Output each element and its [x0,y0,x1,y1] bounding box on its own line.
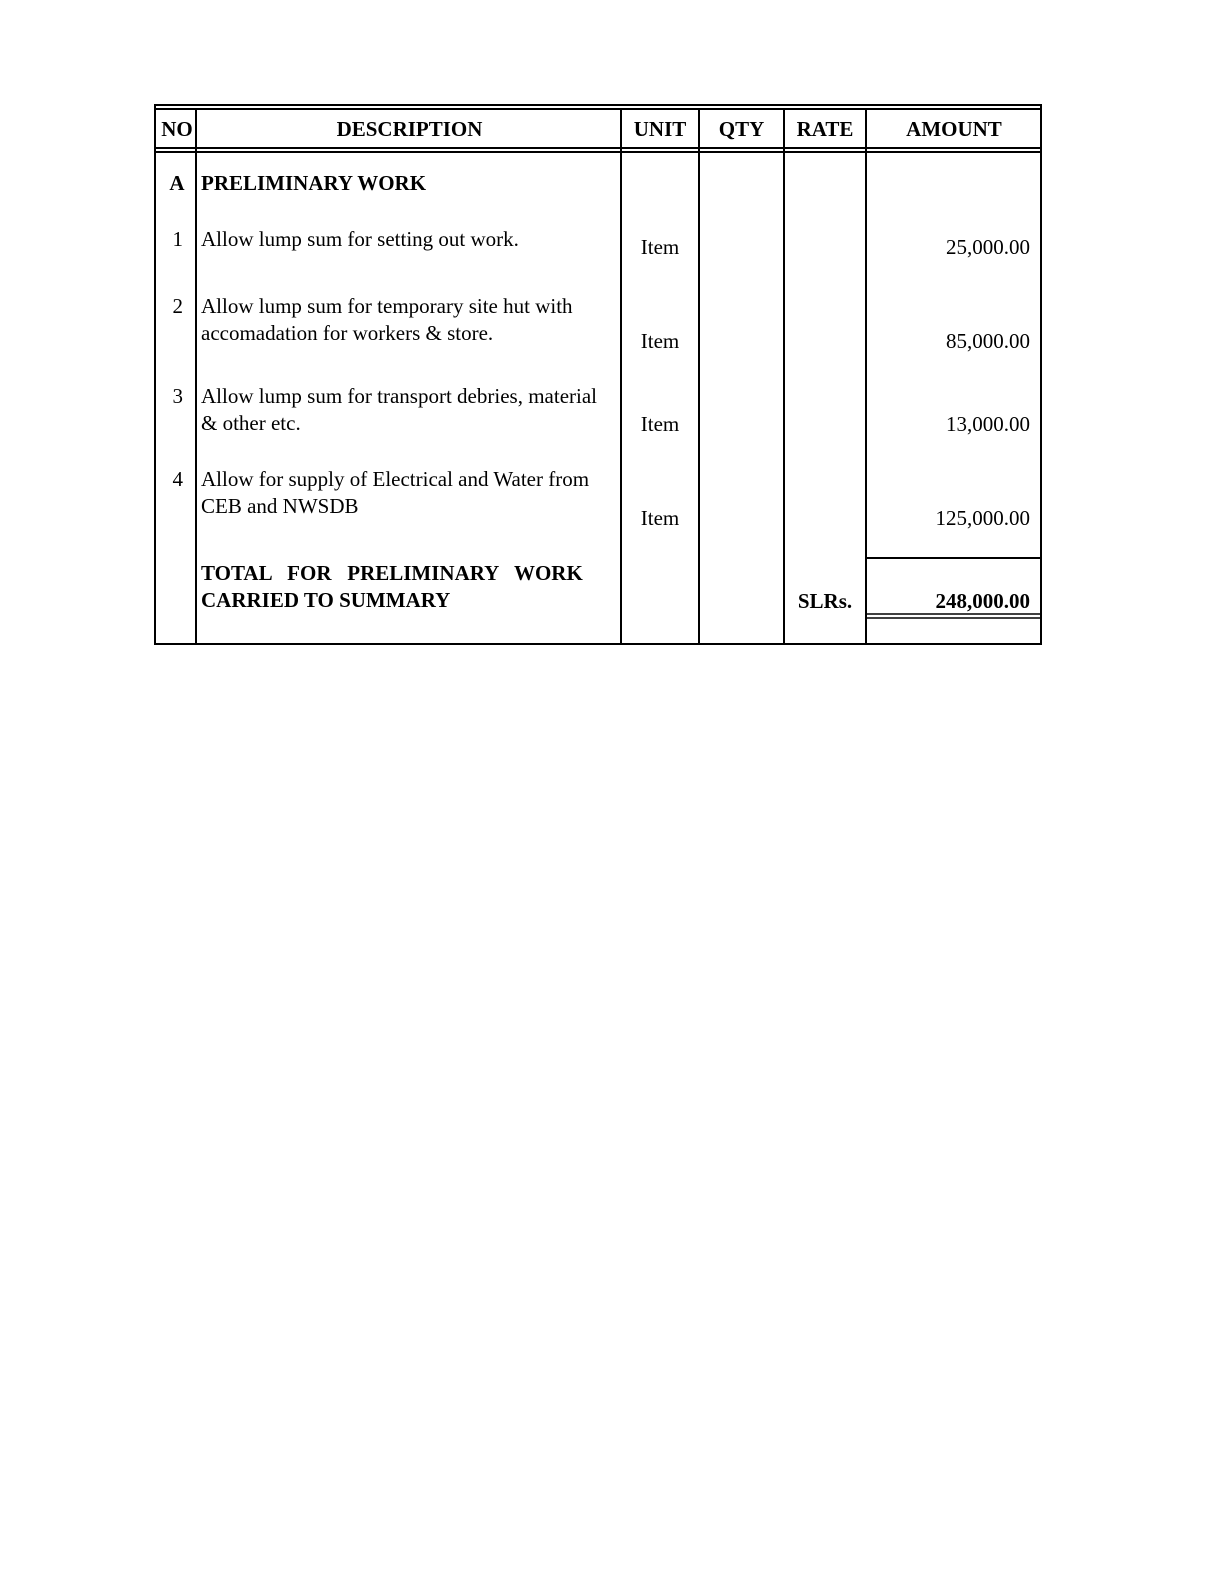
column-header-description: DESCRIPTION [336,117,483,141]
item-amount: 125,000.00 [935,506,1030,530]
column-header-rate: RATE [796,117,854,141]
item-description-line: accomadation for workers & store. [201,321,494,345]
section-title: PRELIMINARY WORK [201,171,427,195]
item-description-line: Allow lump sum for transport debries, material [201,384,597,408]
item-description-line: & other etc. [201,411,301,435]
item-unit: Item [640,329,680,353]
item-description-line: Allow lump sum for temporary site hut with [201,294,573,318]
total-label-line: TOTAL FOR PRELIMINARY WORK [201,561,583,585]
total-amount: 248,000.00 [935,589,1030,613]
item-no: 4 [172,467,183,491]
item-amount: 25,000.00 [946,235,1030,259]
item-description-line: CEB and NWSDB [201,494,359,518]
column-header-no: NO [161,117,193,141]
item-no: 2 [172,294,183,318]
item-amount: 13,000.00 [946,412,1030,436]
item-no: 1 [172,227,183,251]
item-unit: Item [640,235,680,259]
column-header-unit: UNIT [633,117,687,141]
total-label-line: CARRIED TO SUMMARY [201,588,451,612]
total-currency: SLRs. [797,589,853,613]
item-no: 3 [172,384,183,408]
column-header-amount: AMOUNT [906,117,1002,141]
column-header-qty: QTY [718,117,765,141]
item-amount: 85,000.00 [946,329,1030,353]
item-description-line: Allow for supply of Electrical and Water from [201,467,590,491]
section-no: A [169,171,185,195]
item-unit: Item [640,412,680,436]
item-unit: Item [640,506,680,530]
item-description-line: Allow lump sum for setting out work. [201,227,519,251]
